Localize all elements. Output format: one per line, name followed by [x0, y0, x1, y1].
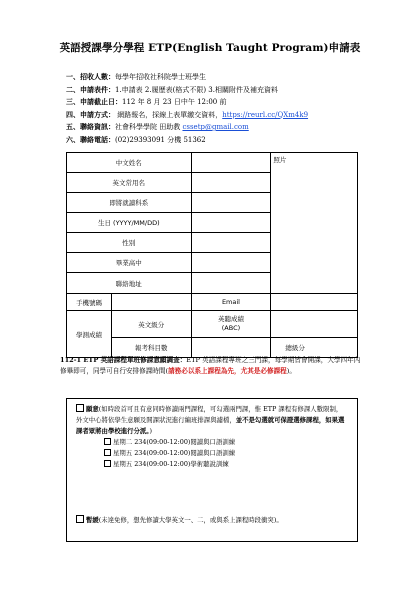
label-department: 即將就讀科系 — [67, 193, 192, 213]
info-documents: 二、申請表件：1.申請表 2.履歷表(格式不限) 3.相關附件及補充資料 — [66, 84, 278, 94]
info-method: 四、申請方式： 網路報名，採線上表單繳交資料，https://reurl.cc/QXm4k9 — [66, 109, 309, 119]
label-listening: 英聽成績 (ABC) — [191, 311, 271, 338]
postpone-option: 暫緩(未達免修，想先修讀大學英文一、二，或與系上課程時段衝突)。 — [76, 515, 348, 524]
label-address: 聯絡地址 — [67, 273, 192, 294]
info-contact: 五、聯絡資訊：社會科學學院 田助教 cssetp@gmail.com — [66, 122, 249, 131]
priority-warning: 請務必以系上課程為先，尤其是必修課程 — [168, 367, 287, 375]
label-mobile: 手機號碼 — [67, 294, 112, 311]
course-option-tue-reading: 星期二 234(09:00-12:00)閱讀與口語訓練 — [104, 437, 348, 448]
label-chinese-name: 中文姓名 — [67, 153, 192, 173]
info-phone: 六、聯絡電話：(02)29393091 分機 51362 — [66, 134, 206, 144]
input-gender[interactable] — [191, 233, 271, 253]
course-checkbox-tue-reading[interactable] — [104, 438, 111, 445]
course-checkbox-fri-academic[interactable] — [104, 460, 111, 467]
page-title: 英語授課學分學程 ETP(English Taught Program)申請表 — [59, 42, 361, 54]
input-email[interactable] — [271, 294, 358, 311]
label-subjects: 報考科目數 — [111, 338, 191, 358]
applicant-form-table — [66, 152, 358, 358]
input-english-name[interactable] — [191, 173, 271, 193]
label-birthday: 生日 (YYYY/MM/DD) — [67, 213, 192, 233]
label-total: 總級分 — [271, 338, 358, 358]
label-gender: 性別 — [67, 233, 192, 253]
input-listening[interactable] — [271, 311, 358, 338]
input-birthday[interactable] — [191, 213, 271, 233]
course-survey-intro: 112-1 ETP 英語課程單班修課意願調查：ETP 英語課程專班之三門課，每學期皆會開課，大學四年內修畢即可，同學可自行安排修課時間(請務必以系上課程為先，尤其是必修課程)。 — [60, 356, 361, 375]
course-checkbox-fri-reading[interactable] — [104, 449, 111, 456]
label-email: Email — [191, 294, 271, 311]
info-quota: 一、招收人數：每學年招收社科院學士班學生 — [66, 72, 206, 81]
photo-box[interactable] — [271, 153, 358, 294]
label-high-school: 畢業高中 — [67, 253, 192, 273]
contact-email-link[interactable]: cssetp@gmail.com — [182, 123, 249, 131]
input-department[interactable] — [191, 193, 271, 213]
input-mobile[interactable] — [111, 294, 191, 311]
label-english-level: 英文級分 — [111, 311, 191, 338]
course-option-fri-reading: 星期五 234(09:00-12:00)閱讀與口語訓練 — [104, 448, 348, 459]
info-deadline: 三、申請截止日：112 年 8 月 23 日中午 12:00 前 — [66, 97, 227, 106]
label-english-name: 英文常用名 — [67, 173, 192, 193]
willing-checkbox[interactable] — [76, 404, 84, 412]
info-list — [66, 71, 411, 146]
label-photo: 照片 — [273, 156, 287, 164]
course-option-fri-academic: 星期五 234(09:00-12:00)學術聽說訓練 — [104, 459, 348, 470]
label-scores: 學測成績 — [67, 311, 112, 358]
willing-option: 願意(如時段首可且有意同時修讀兩門課程，可勾選兩門課，惟 ETP 課程有修課人數限制，外文中心將依學生意願及開課狀況進行編班排課與濾檔，並不是勾選就可保證選修課程，如果選課者眾將由學校進行分派。) 星期二 234(09:00-12:00)閱讀與口語訓練 星期五 234(09:00-12:00)閱讀與口語訓練 星期五 234(09:00-12:00)學術聽說訓練 — [76, 404, 348, 470]
input-high-school[interactable] — [191, 253, 271, 273]
postpone-checkbox[interactable] — [76, 515, 84, 523]
input-address[interactable] — [191, 273, 271, 294]
application-form-link[interactable]: https://reurl.cc/QXm4k9 — [222, 110, 309, 119]
input-chinese-name[interactable] — [191, 153, 271, 173]
